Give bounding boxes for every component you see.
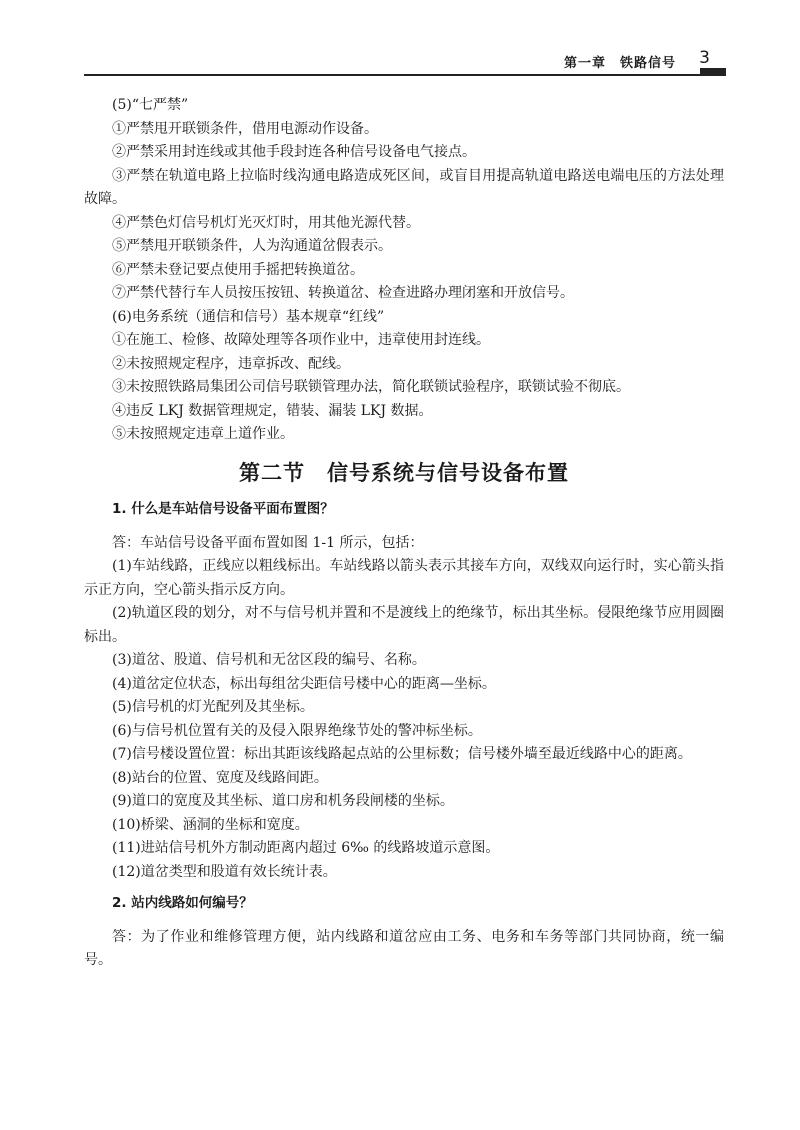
paragraph: ②严禁采用封连线或其他手段封连各种信号设备电气接点。 [112,144,476,160]
page-body [84,94,724,973]
paragraph: (6)与信号机位置有关的及侵入限界绝缘节处的警冲标坐标。 [112,722,482,739]
paragraph: ⑤严禁甩开联锁条件，人为沟通道岔假表示。 [112,238,392,254]
paragraph: ③未按照铁路局集团公司信号联锁管理办法，简化联锁试验程序，联锁试验不彻底。 [112,379,630,395]
paragraph: 答：为了作业和维修管理方便，站内线路和道岔应由工务、电务和车务等部门共同协商，统一编号。 [84,928,724,968]
paragraph: (6)电务系统（通信和信号）基本规章“红线” [112,308,385,325]
paragraph: ①在施工、检修、故障处理等各项作业中，违章使用封连线。 [112,332,490,348]
paragraph: (7)信号楼设置位置：标出其距该线路起点站的公里标数；信号楼外墙至最近线路中心的距离。 [112,746,692,762]
paragraph: (2)轨道区段的划分，对不与信号机并置和不是渡线上的绝缘节，标出其坐标。侵限绝缘节应用圆圈标出。 [84,605,724,645]
paragraph: 答：车站信号设备平面布置如图 1-1 所示，包括： [112,534,424,551]
paragraph: (12)道岔类型和股道有效长统计表。 [112,863,337,880]
paragraph: (11)进站信号机外方制动距离内超过 6‰ 的线路坡道示意图。 [112,840,500,856]
paragraph: (4)道岔定位状态，标出每组岔尖距信号楼中心的距离—坐标。 [112,675,496,692]
paragraph: (9)道口的宽度及其坐标、道口房和机务段闸楼的坐标。 [112,793,454,809]
paragraph: (1)车站线路，正线应以粗线标出。车站线路以箭头表示其接车方向，双线双向运行时，实心箭头指示正方向，空心箭头指示反方向。 [84,558,724,598]
paragraph: (5)信号机的灯光配列及其坐标。 [112,699,314,715]
header-tab-mark [700,68,726,76]
question-heading: 1. 什么是车站信号设备平面布置图？ [112,501,334,517]
paragraph: ③严禁在轨道电路上拉临时线沟通电路造成死区间，或盲目用提高轨道电路送电端电压的方法处理故障。 [84,167,724,207]
paragraph: ④严禁色灯信号机灯光灭灯时，用其他光源代替。 [112,214,420,231]
paragraph: ④违反 LKJ 数据管理规定，错装、漏装 LKJ 数据。 [112,402,433,419]
paragraph: ①严禁甩开联锁条件，借用电源动作设备。 [112,120,378,137]
question-heading: 2. 站内线路如何编号？ [112,895,253,911]
paragraph: ⑤未按照规定违章上道作业。 [112,426,294,442]
section-title: 第二节 信号系统与信号设备布置 [239,459,569,485]
paragraph: ⑦严禁代替行车人员按压按钮、转换道岔、检查进路办理闭塞和开放信号。 [112,285,574,301]
paragraph: (8)站台的位置、宽度及线路间距。 [112,769,328,786]
paragraph: (10)桥梁、涵洞的坐标和宽度。 [112,816,309,833]
page-header [84,48,724,76]
running-chapter-title: 第一章 铁路信号 [563,56,676,71]
page-number: 3 [699,48,710,68]
paragraph: ⑥严禁未登记要点使用手摇把转换道岔。 [112,261,364,278]
paragraph: ②未按照规定程序，违章拆改、配线。 [112,355,350,372]
paragraph: (5)“七严禁” [112,97,189,113]
paragraph: (3)道岔、股道、信号机和无岔区段的编号、名称。 [112,652,426,668]
